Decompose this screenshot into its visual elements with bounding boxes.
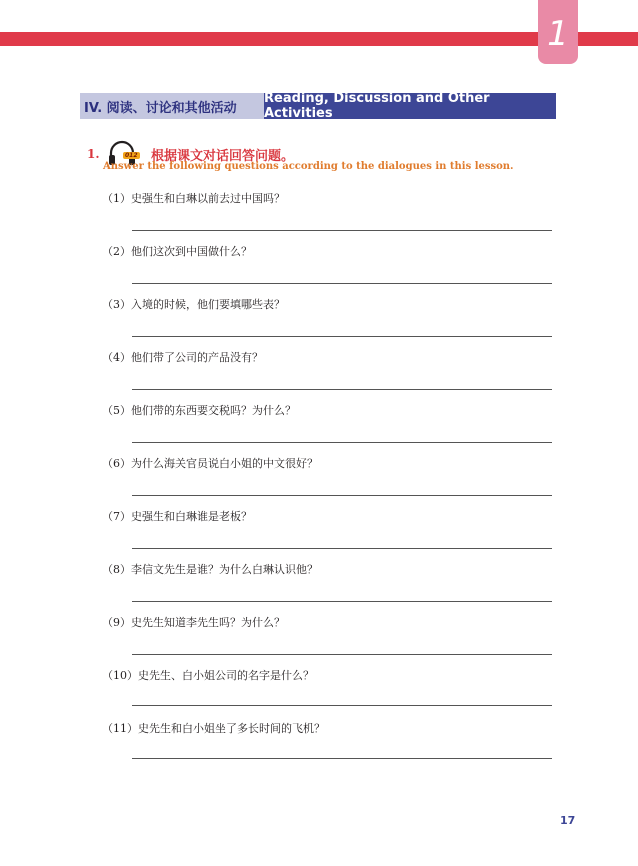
section-heading xyxy=(80,93,556,119)
question-item xyxy=(102,245,562,298)
lesson-tab xyxy=(538,0,578,64)
question-text: （5）他们带的东西要交税吗？为什么？ xyxy=(102,404,296,417)
track-number-badge: 012 xyxy=(125,152,138,159)
question-text: （6）为什么海关官员说白小姐的中文很好？ xyxy=(102,457,318,470)
question-text: （1）史强生和白琳以前去过中国吗？ xyxy=(102,192,285,205)
answer-line[interactable] xyxy=(132,442,552,443)
answer-line[interactable] xyxy=(132,654,552,655)
question-text: （8）李信文先生是谁？为什么白琳认识他？ xyxy=(102,563,318,576)
question-item xyxy=(102,616,562,669)
question-item xyxy=(102,722,562,775)
lesson-number: 1 xyxy=(547,14,569,54)
lesson-title-en: Arrival in China xyxy=(468,62,530,72)
answer-line[interactable] xyxy=(132,495,552,496)
question-text: （4）他们带了公司的产品没有？ xyxy=(102,351,263,364)
question-text: （11）史先生和白小姐坐了多长时间的飞机？ xyxy=(102,722,325,735)
question-item xyxy=(102,192,562,245)
question-text: （2）他们这次到中国做什么？ xyxy=(102,245,252,258)
question-item xyxy=(102,351,562,404)
question-item xyxy=(102,563,562,616)
answer-line[interactable] xyxy=(132,389,552,390)
answer-line[interactable] xyxy=(132,548,552,549)
answer-line[interactable] xyxy=(132,230,552,231)
instruction-en: Answer the following questions according to the dialogues in this lesson. xyxy=(103,161,514,172)
lesson-title-cn: 到达中国 xyxy=(493,53,530,63)
answer-line[interactable] xyxy=(132,758,552,759)
answer-line[interactable] xyxy=(132,601,552,602)
exercise-number: 1. xyxy=(87,147,100,161)
answer-line[interactable] xyxy=(132,336,552,337)
question-text: （7）史强生和白琳谁是老板？ xyxy=(102,510,252,523)
question-item xyxy=(102,669,562,722)
answer-line[interactable] xyxy=(132,283,552,284)
question-item xyxy=(102,457,562,510)
page-number: 17 xyxy=(560,814,576,827)
question-item xyxy=(102,298,562,351)
question-item xyxy=(102,404,562,457)
lesson-header xyxy=(469,54,530,72)
question-text: （9）史先生知道李先生吗？为什么？ xyxy=(102,616,285,629)
question-item xyxy=(102,510,562,563)
section-title-cn: IV. 阅读、讨论和其他活动 xyxy=(80,93,264,119)
instruction-cn: 根据课文对话回答问题。 xyxy=(151,148,295,164)
question-text: （3）入境的时候，他们要填哪些表？ xyxy=(102,298,285,311)
answer-line[interactable] xyxy=(132,705,552,706)
section-title-en: Reading, Discussion and Other Activities xyxy=(264,93,556,119)
question-list xyxy=(102,192,562,775)
question-text: （10）史先生、白小姐公司的名字是什么？ xyxy=(102,669,314,682)
